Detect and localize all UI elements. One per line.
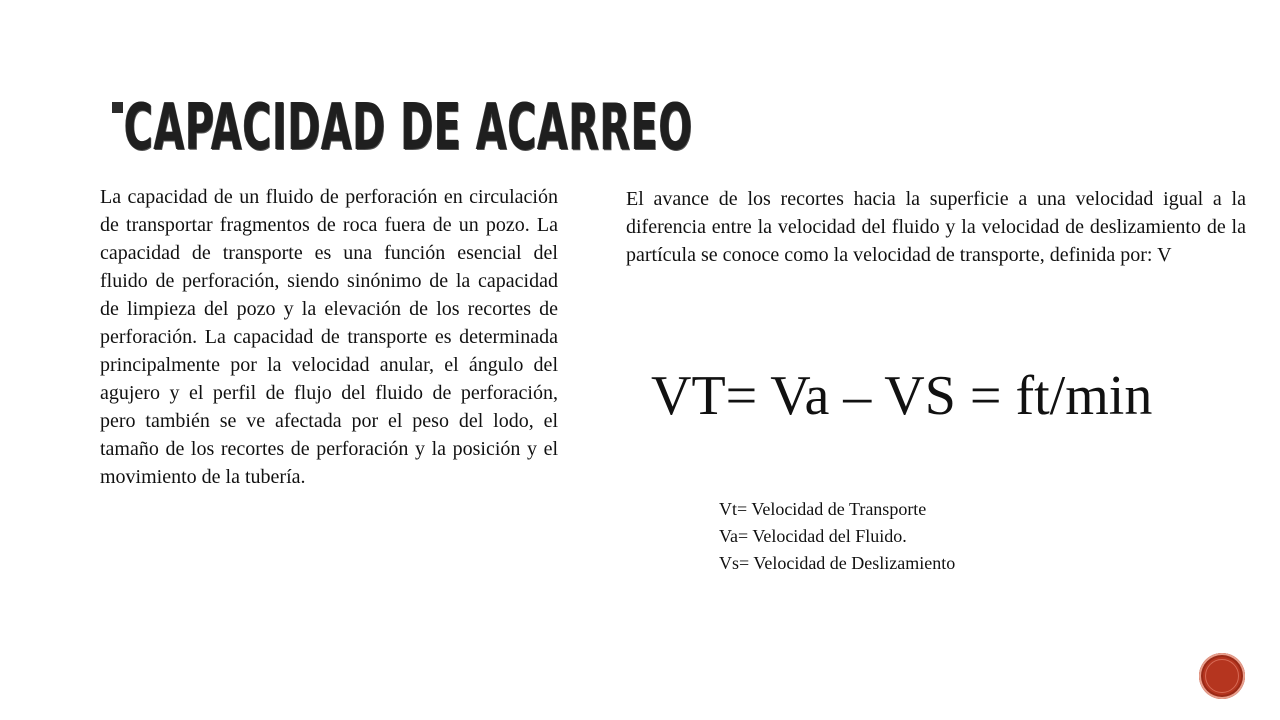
legend-item-vs: Vs= Velocidad de Deslizamiento — [719, 553, 956, 573]
square-bullet-icon — [112, 102, 123, 113]
left-paragraph: La capacidad de un fluido de perforación en circulación de transportar fragmentos de roca fuera de un pozo. La capacidad de transporte es una función esencial del fluido de perforación, siendo sinónimo de la capacidad de limpieza del pozo y la elevación de los recortes de perforación. La capacidad de transporte es determinada principalmente por la velocidad anular, el ángulo del agujero y el perfil de flujo del fluido de perforación, pero también se ve afectada por el peso del lodo, el tamaño de los recortes de perforación y la posición y el movimiento de la tubería. — [100, 186, 558, 488]
red-circle-badge-icon — [1199, 653, 1245, 699]
legend-item-vt: Vt= Velocidad de Transporte — [719, 499, 927, 519]
transport-velocity-formula: VT= Va – VS = ft/min — [651, 365, 1153, 427]
slide-title: CAPACIDAD DE ACARREO — [124, 91, 694, 165]
formula-legend — [719, 496, 955, 577]
legend-item-va: Va= Velocidad del Fluido. — [719, 526, 907, 546]
right-paragraph: El avance de los recortes hacia la superficie a una velocidad igual a la diferencia entre la velocidad del fluido y la velocidad de deslizamiento de la partícula se conoce como la velocidad de transporte, definida por: V — [626, 188, 1246, 266]
